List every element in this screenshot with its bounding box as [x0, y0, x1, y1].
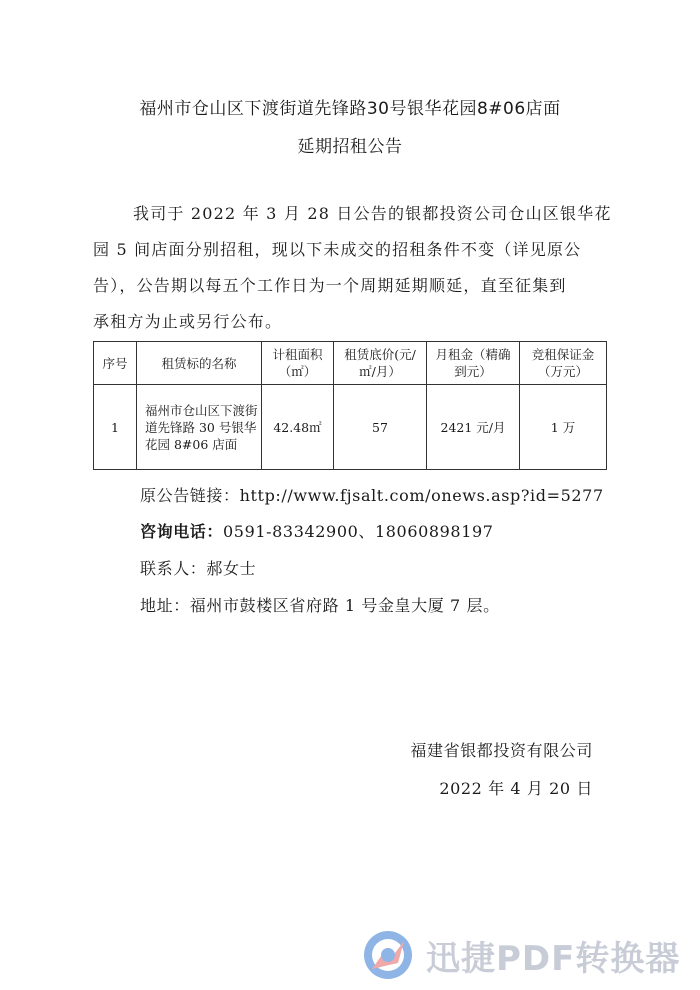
phone-label: 咨询电话：: [140, 522, 224, 541]
address: 地址：福州市鼓楼区省府路 1 号金皇大厦 7 层。: [140, 596, 500, 615]
header-area: 计租面积（㎡）: [262, 342, 334, 385]
signature-company: 福建省银都投资有限公司: [410, 741, 593, 760]
table-header-row: [94, 342, 607, 385]
title-line-2: 延期招租公告: [297, 137, 403, 157]
cell-price: 57: [334, 385, 427, 470]
lease-table: [93, 341, 607, 470]
cell-rent: 2421 元/月: [427, 385, 520, 470]
signature-date: 2022 年 4 月 20 日: [439, 779, 593, 798]
original-announcement-link: [140, 483, 604, 506]
cell-deposit: 1 万: [520, 385, 607, 470]
watermark: [362, 926, 692, 984]
header-name: 租赁标的名称: [137, 342, 262, 385]
header-rent: 月租金（精确到元）: [427, 342, 520, 385]
phone-value: 0591-83342900、18060898197: [223, 522, 494, 541]
header-deposit: 竞租保证金（万元）: [520, 342, 607, 385]
header-price: 租赁底价(元/㎡/月）: [334, 342, 427, 385]
watermark-text: 迅捷PDF转换器: [426, 938, 681, 979]
consult-phone: [140, 519, 494, 542]
paragraph-line: 我司于 2022 年 3 月 28 日公告的银都投资公司仓山区银华花: [133, 204, 612, 223]
header-no: 序号: [94, 342, 137, 385]
paragraph-line: 告），公告期以每五个工作日为一个周期延期顺延，直至征集到: [93, 276, 567, 295]
contact-person: 联系人：郝女士: [140, 559, 257, 578]
link-url[interactable]: http://www.fjsalt.com/onews.asp?id=5277: [239, 486, 604, 505]
xunjie-pdf-logo-icon: [362, 929, 414, 981]
cell-no: 1: [94, 385, 137, 470]
paragraph-line: 园 5 间店面分别招租，现以下未成交的招租条件不变（详见原公: [93, 240, 582, 259]
paragraph-line: 承租方为止或另行公布。: [93, 312, 283, 331]
cell-name: 福州市仓山区下渡街道先锋路 30 号银华花园 8#06 店面: [137, 385, 262, 470]
announcement-paragraph: [93, 196, 612, 340]
link-label: 原公告链接：: [140, 486, 240, 505]
cell-area: 42.48㎡: [262, 385, 334, 470]
table-row: [94, 385, 607, 470]
title-line-1: 福州市仓山区下渡街道先锋路30号银华花园8#06店面: [139, 99, 561, 119]
